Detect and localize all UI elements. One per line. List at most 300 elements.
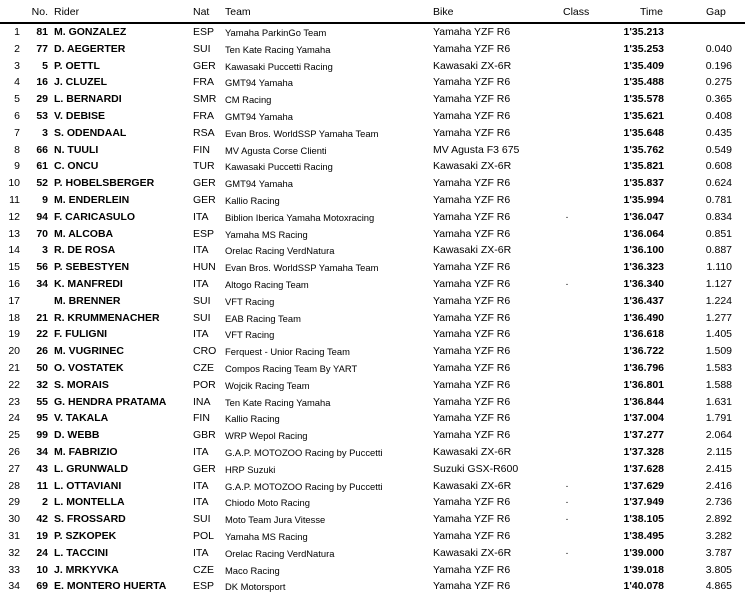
bike-cell: Yamaha YZF R6 [433, 177, 511, 190]
rider-number-cell: 3 [42, 244, 48, 257]
rider-name-cell: F. CARICASULO [54, 210, 136, 223]
rider-number-cell: 61 [36, 160, 48, 173]
gap-cell: 1.509 [705, 345, 732, 358]
bike-cell: Yamaha YZF R6 [433, 294, 511, 307]
bike-cell: Yamaha YZF R6 [433, 26, 511, 38]
position-cell: 4 [14, 76, 20, 89]
position-cell: 34 [8, 580, 20, 593]
team-cell: GMT94 Yamaha [225, 110, 293, 122]
bike-cell: Yamaha YZF R6 [433, 210, 511, 223]
gap-cell: 1.583 [705, 361, 732, 374]
rider-name-cell: L. BERNARDI [54, 93, 122, 106]
bike-cell: Kawasaki ZX-6R [433, 59, 512, 72]
lap-time-cell: 1'36.323 [623, 261, 664, 274]
rider-number-cell: 95 [36, 412, 48, 425]
nationality-cell: INA [193, 395, 211, 408]
nationality-cell: GBR [193, 429, 216, 442]
position-cell: 32 [8, 546, 20, 559]
bike-cell: Kawasaki ZX-6R [433, 445, 512, 458]
rider-name-cell: L. OTTAVIANI [54, 479, 122, 492]
gap-cell: 1.277 [705, 311, 732, 324]
nationality-cell: POR [193, 378, 216, 391]
nationality-cell: ESP [193, 580, 215, 593]
table-row [0, 91, 745, 108]
rider-number-cell: 94 [36, 210, 48, 223]
position-cell: 33 [8, 563, 20, 576]
table-row [0, 310, 745, 327]
gap-cell: 0.408 [705, 109, 732, 122]
bike-cell: Yamaha YZF R6 [433, 513, 511, 526]
rider-number-cell: 2 [42, 496, 48, 509]
gap-cell: 0.834 [705, 210, 732, 223]
position-cell: 13 [8, 227, 20, 240]
rider-name-cell: M. BRENNER [54, 294, 121, 307]
gap-cell: 3.787 [705, 546, 732, 559]
table-row [0, 74, 745, 91]
nationality-cell: SUI [193, 513, 211, 526]
table-row [0, 158, 745, 175]
rider-number-cell: 11 [36, 479, 48, 492]
gap-cell: 1.110 [706, 261, 732, 274]
lap-time-cell: 1'35.409 [623, 59, 664, 72]
class-cell: · [565, 513, 569, 526]
bike-cell: Yamaha YZF R6 [433, 412, 511, 425]
position-cell: 23 [8, 395, 20, 408]
rider-name-cell: C. ONCU [54, 160, 99, 173]
gap-cell: 1.224 [705, 294, 732, 307]
gap-cell: 0.435 [705, 126, 732, 139]
rider-number-cell: 43 [36, 462, 48, 475]
rider-number-cell: 53 [36, 109, 48, 122]
table-row [0, 494, 745, 511]
table-row [0, 377, 745, 394]
nationality-cell: ITA [193, 328, 209, 341]
team-cell: Maco Racing [225, 564, 280, 576]
bike-cell: Yamaha YZF R6 [433, 496, 511, 509]
bike-cell: Yamaha YZF R6 [433, 580, 511, 593]
nationality-cell: GER [193, 59, 216, 72]
gap-cell: 2.892 [705, 513, 732, 526]
class-cell: · [565, 496, 569, 509]
rider-name-cell: O. VOSTATEK [54, 361, 124, 374]
team-cell: MV Agusta Corse Clienti [225, 144, 327, 156]
table-row [0, 41, 745, 58]
nationality-cell: GER [193, 177, 216, 190]
results-table-body [0, 24, 745, 595]
lap-time-cell: 1'37.277 [623, 429, 664, 442]
gap-cell: 1.405 [705, 328, 732, 341]
position-cell: 29 [8, 496, 20, 509]
position-cell: 7 [14, 126, 20, 139]
table-row [0, 226, 745, 243]
lap-time-cell: 1'38.105 [623, 513, 664, 526]
team-cell: WRP Wepol Racing [225, 430, 308, 442]
gap-cell: 0.887 [705, 244, 732, 257]
bike-cell: Yamaha YZF R6 [433, 311, 511, 324]
position-cell: 3 [14, 59, 20, 72]
gap-cell: 2.736 [705, 496, 732, 509]
gap-cell: 2.415 [705, 462, 732, 475]
lap-time-cell: 1'37.949 [623, 496, 664, 509]
position-cell: 27 [8, 462, 20, 475]
rider-number-cell: 42 [36, 513, 48, 526]
header-time: Time [640, 6, 663, 18]
class-cell: · [565, 210, 569, 223]
rider-number-cell: 24 [36, 546, 48, 559]
nationality-cell: CZE [193, 563, 214, 576]
table-row [0, 108, 745, 125]
nationality-cell: FRA [193, 109, 214, 122]
rider-name-cell: L. GRUNWALD [54, 462, 129, 475]
nationality-cell: FRA [193, 76, 214, 89]
header-rider: Rider [54, 6, 80, 18]
position-cell: 14 [8, 244, 20, 257]
nationality-cell: SUI [193, 311, 211, 324]
team-cell: Evan Bros. WorldSSP Yamaha Team [225, 262, 379, 274]
team-cell: DK Motorsport [225, 581, 286, 593]
nationality-cell: ESP [193, 26, 215, 38]
gap-cell: 2.115 [706, 445, 732, 458]
rider-name-cell: F. FULIGNI [54, 328, 108, 341]
position-cell: 28 [8, 479, 20, 492]
lap-time-cell: 1'38.495 [623, 529, 664, 542]
lap-time-cell: 1'37.004 [623, 412, 664, 425]
rider-name-cell: E. MONTERO HUERTA [54, 580, 167, 593]
gap-cell: 1.127 [705, 277, 732, 290]
team-cell: GMT94 Yamaha [225, 77, 293, 89]
gap-cell: 2.064 [705, 429, 732, 442]
table-row [0, 192, 745, 209]
rider-name-cell: M. VUGRINEC [54, 345, 125, 358]
table-header [0, 0, 745, 24]
rider-name-cell: R. KRUMMENACHER [54, 311, 160, 324]
bike-cell: Yamaha YZF R6 [433, 328, 511, 341]
rider-number-cell: 22 [36, 328, 48, 341]
class-cell: · [565, 277, 569, 290]
gap-cell: 0.549 [705, 143, 732, 156]
nationality-cell: ITA [193, 546, 209, 559]
team-cell: G.A.P. MOTOZOO Racing by Puccetti [225, 480, 383, 492]
lap-time-cell: 1'35.837 [623, 177, 664, 190]
team-cell: Yamaha MS Racing [225, 228, 308, 240]
table-row [0, 209, 745, 226]
team-cell: GMT94 Yamaha [225, 178, 293, 190]
rider-number-cell: 9 [42, 193, 48, 206]
rider-number-cell: 29 [36, 93, 48, 106]
team-cell: Yamaha ParkinGo Team [225, 27, 327, 38]
bike-cell: Yamaha YZF R6 [433, 126, 511, 139]
position-cell: 12 [8, 210, 20, 223]
bike-cell: Yamaha YZF R6 [433, 529, 511, 542]
rider-number-cell: 34 [36, 445, 48, 458]
gap-cell: 4.865 [705, 580, 732, 593]
rider-number-cell: 34 [36, 277, 48, 290]
rider-name-cell: K. MANFREDI [54, 277, 123, 290]
nationality-cell: POL [193, 529, 215, 542]
bike-cell: Yamaha YZF R6 [433, 563, 511, 576]
header-nat: Nat [193, 6, 210, 18]
table-row [0, 175, 745, 192]
lap-time-cell: 1'36.100 [623, 244, 664, 257]
bike-cell: Kawasaki ZX-6R [433, 479, 512, 492]
lap-time-cell: 1'36.618 [623, 328, 664, 341]
nationality-cell: ITA [193, 277, 209, 290]
bike-cell: Suzuki GSX-R600 [433, 462, 519, 475]
table-row [0, 276, 745, 293]
bike-cell: Yamaha YZF R6 [433, 395, 511, 408]
lap-time-cell: 1'40.078 [623, 580, 664, 593]
table-row [0, 394, 745, 411]
position-cell: 6 [14, 109, 20, 122]
nationality-cell: CZE [193, 361, 214, 374]
team-cell: EAB Racing Team [225, 312, 301, 324]
rider-number-cell: 66 [36, 143, 48, 156]
table-row [0, 562, 745, 579]
bike-cell: Kawasaki ZX-6R [433, 160, 512, 173]
rider-number-cell: 56 [36, 261, 48, 274]
team-cell: Ten Kate Racing Yamaha [225, 43, 331, 55]
gap-cell: 0.608 [705, 160, 732, 173]
lap-time-cell: 1'37.328 [623, 445, 664, 458]
table-row [0, 427, 745, 444]
rider-number-cell: 99 [36, 429, 48, 442]
bike-cell: Yamaha YZF R6 [433, 76, 511, 89]
table-row [0, 259, 745, 276]
nationality-cell: ESP [193, 227, 215, 240]
nationality-cell: RSA [193, 126, 215, 139]
rider-name-cell: D. WEBB [54, 429, 100, 442]
lap-time-cell: 1'37.628 [623, 462, 664, 475]
lap-time-cell: 1'36.437 [623, 294, 664, 307]
nationality-cell: FIN [193, 143, 210, 156]
bike-cell: Yamaha YZF R6 [433, 345, 511, 358]
rider-name-cell: M. ENDERLEIN [54, 193, 130, 206]
team-cell: Kallio Racing [225, 413, 280, 425]
rider-name-cell: G. HENDRA PRATAMA [54, 395, 167, 408]
table-row [0, 511, 745, 528]
bike-cell: Yamaha YZF R6 [433, 378, 511, 391]
table-row [0, 293, 745, 310]
rider-name-cell: P. OETTL [54, 59, 100, 72]
nationality-cell: ITA [193, 496, 209, 509]
team-cell: Ferquest - Unior Racing Team [225, 346, 350, 358]
team-cell: Altogo Racing Team [225, 278, 309, 290]
rider-name-cell: J. MRKYVKA [54, 563, 119, 576]
position-cell: 5 [14, 93, 20, 106]
table-row [0, 478, 745, 495]
table-row [0, 326, 745, 343]
position-cell: 24 [8, 412, 20, 425]
position-cell: 16 [8, 277, 20, 290]
nationality-cell: GER [193, 193, 216, 206]
lap-time-cell: 1'36.064 [623, 227, 664, 240]
lap-time-cell: 1'36.844 [623, 395, 664, 408]
team-cell: Biblion Iberica Yamaha Motoxracing [225, 211, 375, 223]
lap-time-cell: 1'36.047 [623, 210, 664, 223]
rider-name-cell: J. CLUZEL [54, 76, 108, 89]
table-row [0, 410, 745, 427]
team-cell: Compos Racing Team By YART [225, 362, 358, 374]
lap-time-cell: 1'35.994 [623, 193, 664, 206]
bike-cell: Kawasaki ZX-6R [433, 244, 512, 257]
nationality-cell: ITA [193, 244, 209, 257]
rider-number-cell: 3 [42, 126, 48, 139]
rider-number-cell: 16 [36, 76, 48, 89]
rider-number-cell: 19 [36, 529, 48, 542]
rider-name-cell: P. SEBESTYEN [54, 261, 130, 274]
rider-name-cell: V. TAKALA [54, 412, 109, 425]
rider-number-cell: 81 [36, 26, 48, 38]
header-bike: Bike [433, 6, 454, 18]
rider-name-cell: D. AEGERTER [54, 42, 126, 55]
gap-cell: 0.275 [705, 76, 732, 89]
nationality-cell: SUI [193, 42, 211, 55]
lap-time-cell: 1'35.488 [623, 76, 664, 89]
team-cell: G.A.P. MOTOZOO Racing by Puccetti [225, 446, 383, 458]
nationality-cell: FIN [193, 412, 210, 425]
position-cell: 26 [8, 445, 20, 458]
bike-cell: Yamaha YZF R6 [433, 277, 511, 290]
nationality-cell: SUI [193, 294, 211, 307]
table-row [0, 142, 745, 159]
lap-time-cell: 1'35.578 [623, 93, 664, 106]
bike-cell: Yamaha YZF R6 [433, 193, 511, 206]
bike-cell: Yamaha YZF R6 [433, 261, 511, 274]
gap-cell: 0.851 [705, 227, 732, 240]
team-cell: Evan Bros. WorldSSP Yamaha Team [225, 127, 379, 139]
rider-name-cell: P. SZKOPEK [54, 529, 117, 542]
position-cell: 22 [8, 378, 20, 391]
rider-number-cell: 32 [36, 378, 48, 391]
header-team: Team [225, 6, 251, 18]
team-cell: Kallio Racing [225, 194, 280, 206]
team-cell: Orelac Racing VerdNatura [225, 245, 335, 257]
rider-number-cell: 55 [36, 395, 48, 408]
team-cell: CM Racing [225, 94, 272, 106]
position-cell: 8 [14, 143, 20, 156]
bike-cell: Yamaha YZF R6 [433, 42, 511, 55]
rider-number-cell: 52 [36, 177, 48, 190]
gap-cell: 0.624 [705, 177, 732, 190]
bike-cell: Yamaha YZF R6 [433, 109, 511, 122]
lap-time-cell: 1'39.018 [623, 563, 664, 576]
lap-time-cell: 1'36.796 [623, 361, 664, 374]
position-cell: 20 [8, 345, 20, 358]
gap-cell: 0.365 [705, 93, 732, 106]
nationality-cell: CRO [193, 345, 217, 358]
gap-cell: 0.781 [705, 193, 732, 206]
team-cell: Kawasaki Puccetti Racing [225, 161, 333, 173]
rider-number-cell: 10 [36, 563, 48, 576]
rider-name-cell: L. TACCINI [54, 546, 109, 559]
team-cell: VFT Racing [225, 295, 275, 307]
rider-name-cell: M. FABRIZIO [54, 445, 118, 458]
position-cell: 1 [14, 26, 20, 38]
rider-number-cell: 26 [36, 345, 48, 358]
gap-cell: 1.791 [705, 412, 732, 425]
header-gap: Gap [706, 6, 726, 18]
nationality-cell: ITA [193, 445, 209, 458]
lap-time-cell: 1'35.648 [623, 126, 664, 139]
nationality-cell: ITA [193, 479, 209, 492]
rider-number-cell: 77 [36, 42, 48, 55]
table-row [0, 528, 745, 545]
class-cell: · [565, 479, 569, 492]
nationality-cell: GER [193, 462, 216, 475]
lap-time-cell: 1'35.253 [623, 42, 664, 55]
position-cell: 30 [8, 513, 20, 526]
nationality-cell: SMR [193, 93, 217, 106]
nationality-cell: HUN [193, 261, 216, 274]
position-cell: 17 [8, 294, 20, 307]
position-cell: 25 [8, 429, 20, 442]
position-cell: 15 [8, 261, 20, 274]
rider-name-cell: V. DEBISE [54, 109, 105, 122]
nationality-cell: TUR [193, 160, 215, 173]
rider-name-cell: P. HOBELSBERGER [54, 177, 155, 190]
table-row [0, 461, 745, 478]
rider-number-cell: 50 [36, 361, 48, 374]
position-cell: 18 [8, 311, 20, 324]
bike-cell: Yamaha YZF R6 [433, 93, 511, 106]
lap-time-cell: 1'35.821 [623, 160, 664, 173]
rider-name-cell: S. ODENDAAL [54, 126, 127, 139]
lap-time-cell: 1'39.000 [623, 546, 664, 559]
team-cell: Kawasaki Puccetti Racing [225, 60, 333, 72]
gap-cell: 3.805 [705, 563, 732, 576]
position-cell: 11 [9, 193, 20, 206]
team-cell: Ten Kate Racing Yamaha [225, 396, 331, 408]
team-cell: Orelac Racing VerdNatura [225, 547, 335, 559]
position-cell: 2 [14, 42, 20, 55]
rider-number-cell: 70 [36, 227, 48, 240]
position-cell: 31 [8, 529, 20, 542]
rider-name-cell: M. GONZALEZ [54, 26, 127, 38]
position-cell: 9 [14, 160, 20, 173]
team-cell: VFT Racing [225, 329, 275, 341]
position-cell: 10 [8, 177, 20, 190]
gap-cell: 0.196 [705, 59, 732, 72]
team-cell: Moto Team Jura Vitesse [225, 514, 326, 526]
lap-time-cell: 1'35.621 [623, 109, 664, 122]
rider-number-cell: 21 [36, 311, 48, 324]
table-row [0, 242, 745, 259]
rider-number-cell: 5 [42, 59, 48, 72]
rider-name-cell: S. MORAIS [54, 378, 109, 391]
gap-cell: 2.416 [705, 479, 732, 492]
rider-name-cell: S. FROSSARD [54, 513, 126, 526]
table-row [0, 444, 745, 461]
lap-time-cell: 1'35.762 [623, 143, 664, 156]
bike-cell: Yamaha YZF R6 [433, 227, 511, 240]
table-row [0, 545, 745, 562]
header-no: No. [31, 6, 48, 18]
position-cell: 19 [8, 328, 20, 341]
table-row [0, 343, 745, 360]
table-row [0, 360, 745, 377]
lap-time-cell: 1'36.490 [623, 311, 664, 324]
gap-cell: 3.282 [705, 529, 732, 542]
lap-time-cell: 1'35.213 [623, 26, 664, 38]
class-cell: · [565, 546, 569, 559]
bike-cell: Yamaha YZF R6 [433, 361, 511, 374]
table-row [0, 578, 745, 595]
bike-cell: Yamaha YZF R6 [433, 429, 511, 442]
team-cell: Wojcik Racing Team [225, 379, 310, 391]
gap-cell: 0.040 [705, 42, 732, 55]
gap-cell: 1.588 [705, 378, 732, 391]
position-cell: 21 [8, 361, 20, 374]
